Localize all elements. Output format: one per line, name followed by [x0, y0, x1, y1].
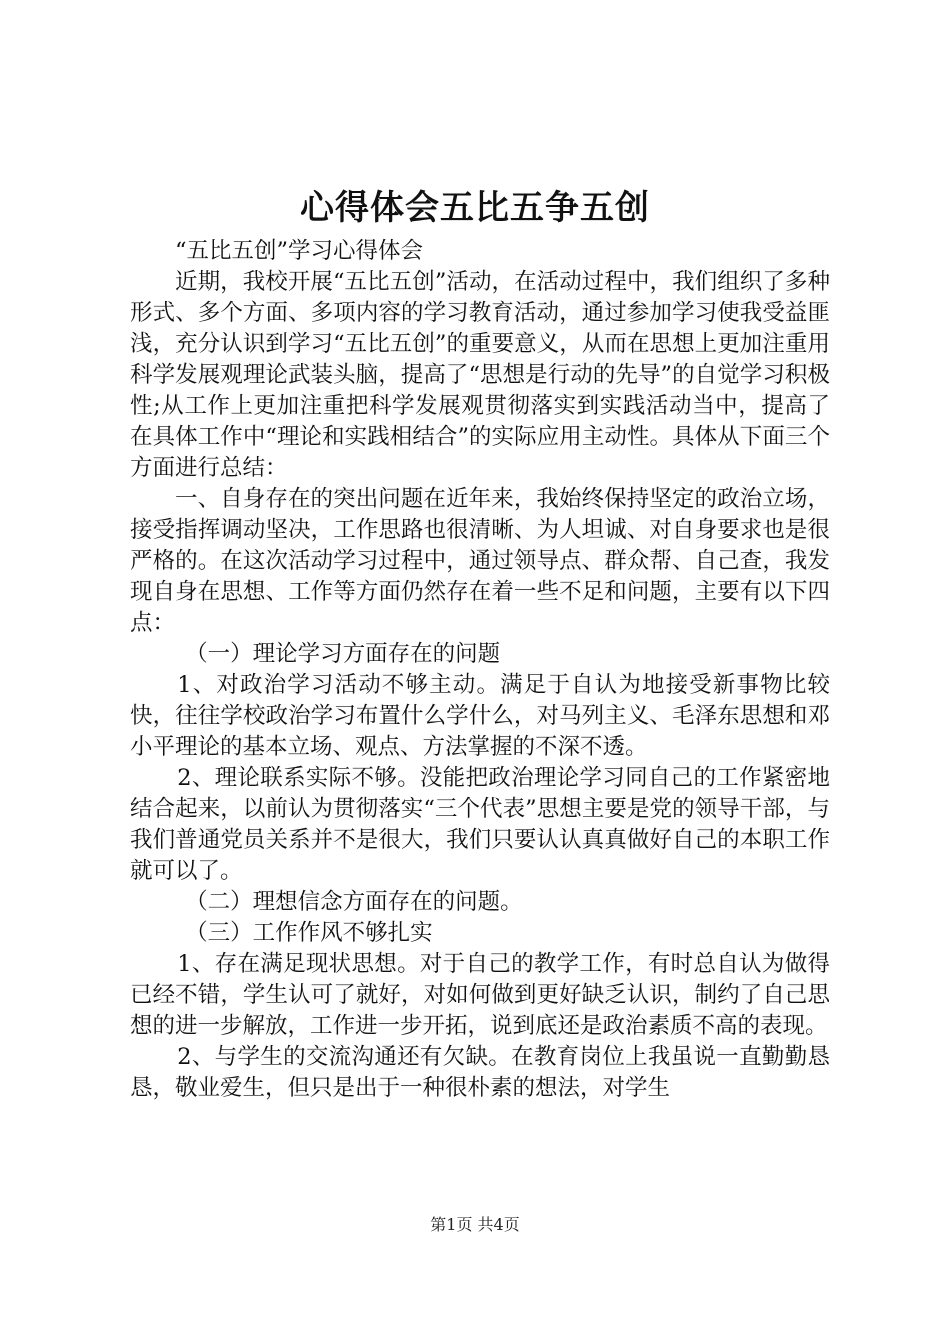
paragraph-subtitle: “五比五创”学习心得体会 — [175, 238, 424, 264]
heading-ideals-beliefs: （二）理想信念方面存在的问题。 — [185, 889, 523, 915]
paragraph-item-1: 1、对政治学习活动不够主动。满足于自认为地接受新事物比较快，往往学校政治学习布置什么学什么，对马列主义、毛泽东思想和邓小平理论的基本立场、观点、方法掌握的不深不透。 — [130, 672, 830, 760]
paragraph-work-item-2: 2、与学生的交流沟通还有欠缺。在教育岗位上我虽说一直勤勤恳恳，敬业爱生，但只是出于一种很朴素的想法，对学生 — [130, 1044, 830, 1101]
paragraph-section-one: 一、自身存在的突出问题在近年来，我始终保持坚定的政治立场，接受指挥调动坚决，工作思路也很清晰、为人坦诚、对自身要求也是很严格的。在这次活动学习过程中，通过领导点、群众帮、自己查，我发现自身在思想、工作等方面仍然存在着一些不足和问题，主要有以下四点： — [130, 486, 830, 636]
heading-work-style: （三）工作作风不够扎实 — [185, 920, 433, 946]
heading-theory-study: （一）理论学习方面存在的问题 — [185, 641, 501, 667]
document-body — [130, 236, 830, 1104]
paragraph-work-item-1: 1、存在满足现状思想。对于自己的教学工作，有时总自认为做得已经不错，学生认可了就好，对如何做到更好缺乏认识，制约了自己思想的进一步解放，工作进一步开拓，说到底还是政治素质不高的表现。 — [130, 951, 830, 1039]
paragraph-item-2: 2、理论联系实际不够。没能把政治理论学习同自己的工作紧密地结合起来，以前认为贯彻落实“三个代表”思想主要是党的领导干部，与我们普通党员关系并不是很大，我们只要认认真真做好自己的本职工作就可以了。 — [130, 765, 830, 884]
paragraph-intro: 近期，我校开展“五比五创”活动，在活动过程中，我们组织了多种形式、多个方面、多项内容的学习教育活动，通过参加学习使我受益匪浅，充分认识到学习“五比五创”的重要意义，从而在思想上更加注重用科学发展观理论武装头脑，提高了“思想是行动的先导”的自觉学习积极性;从工作上更加注重把科学发展观贯彻落实到实践活动当中，提高了在具体工作中“理论和实践相结合”的实际应用主动性。具体从下面三个方面进行总结： — [130, 269, 830, 481]
page-footer: 第1页 共4页 — [430, 1215, 520, 1234]
document-title: 心得体会五比五争五创 — [300, 188, 650, 228]
